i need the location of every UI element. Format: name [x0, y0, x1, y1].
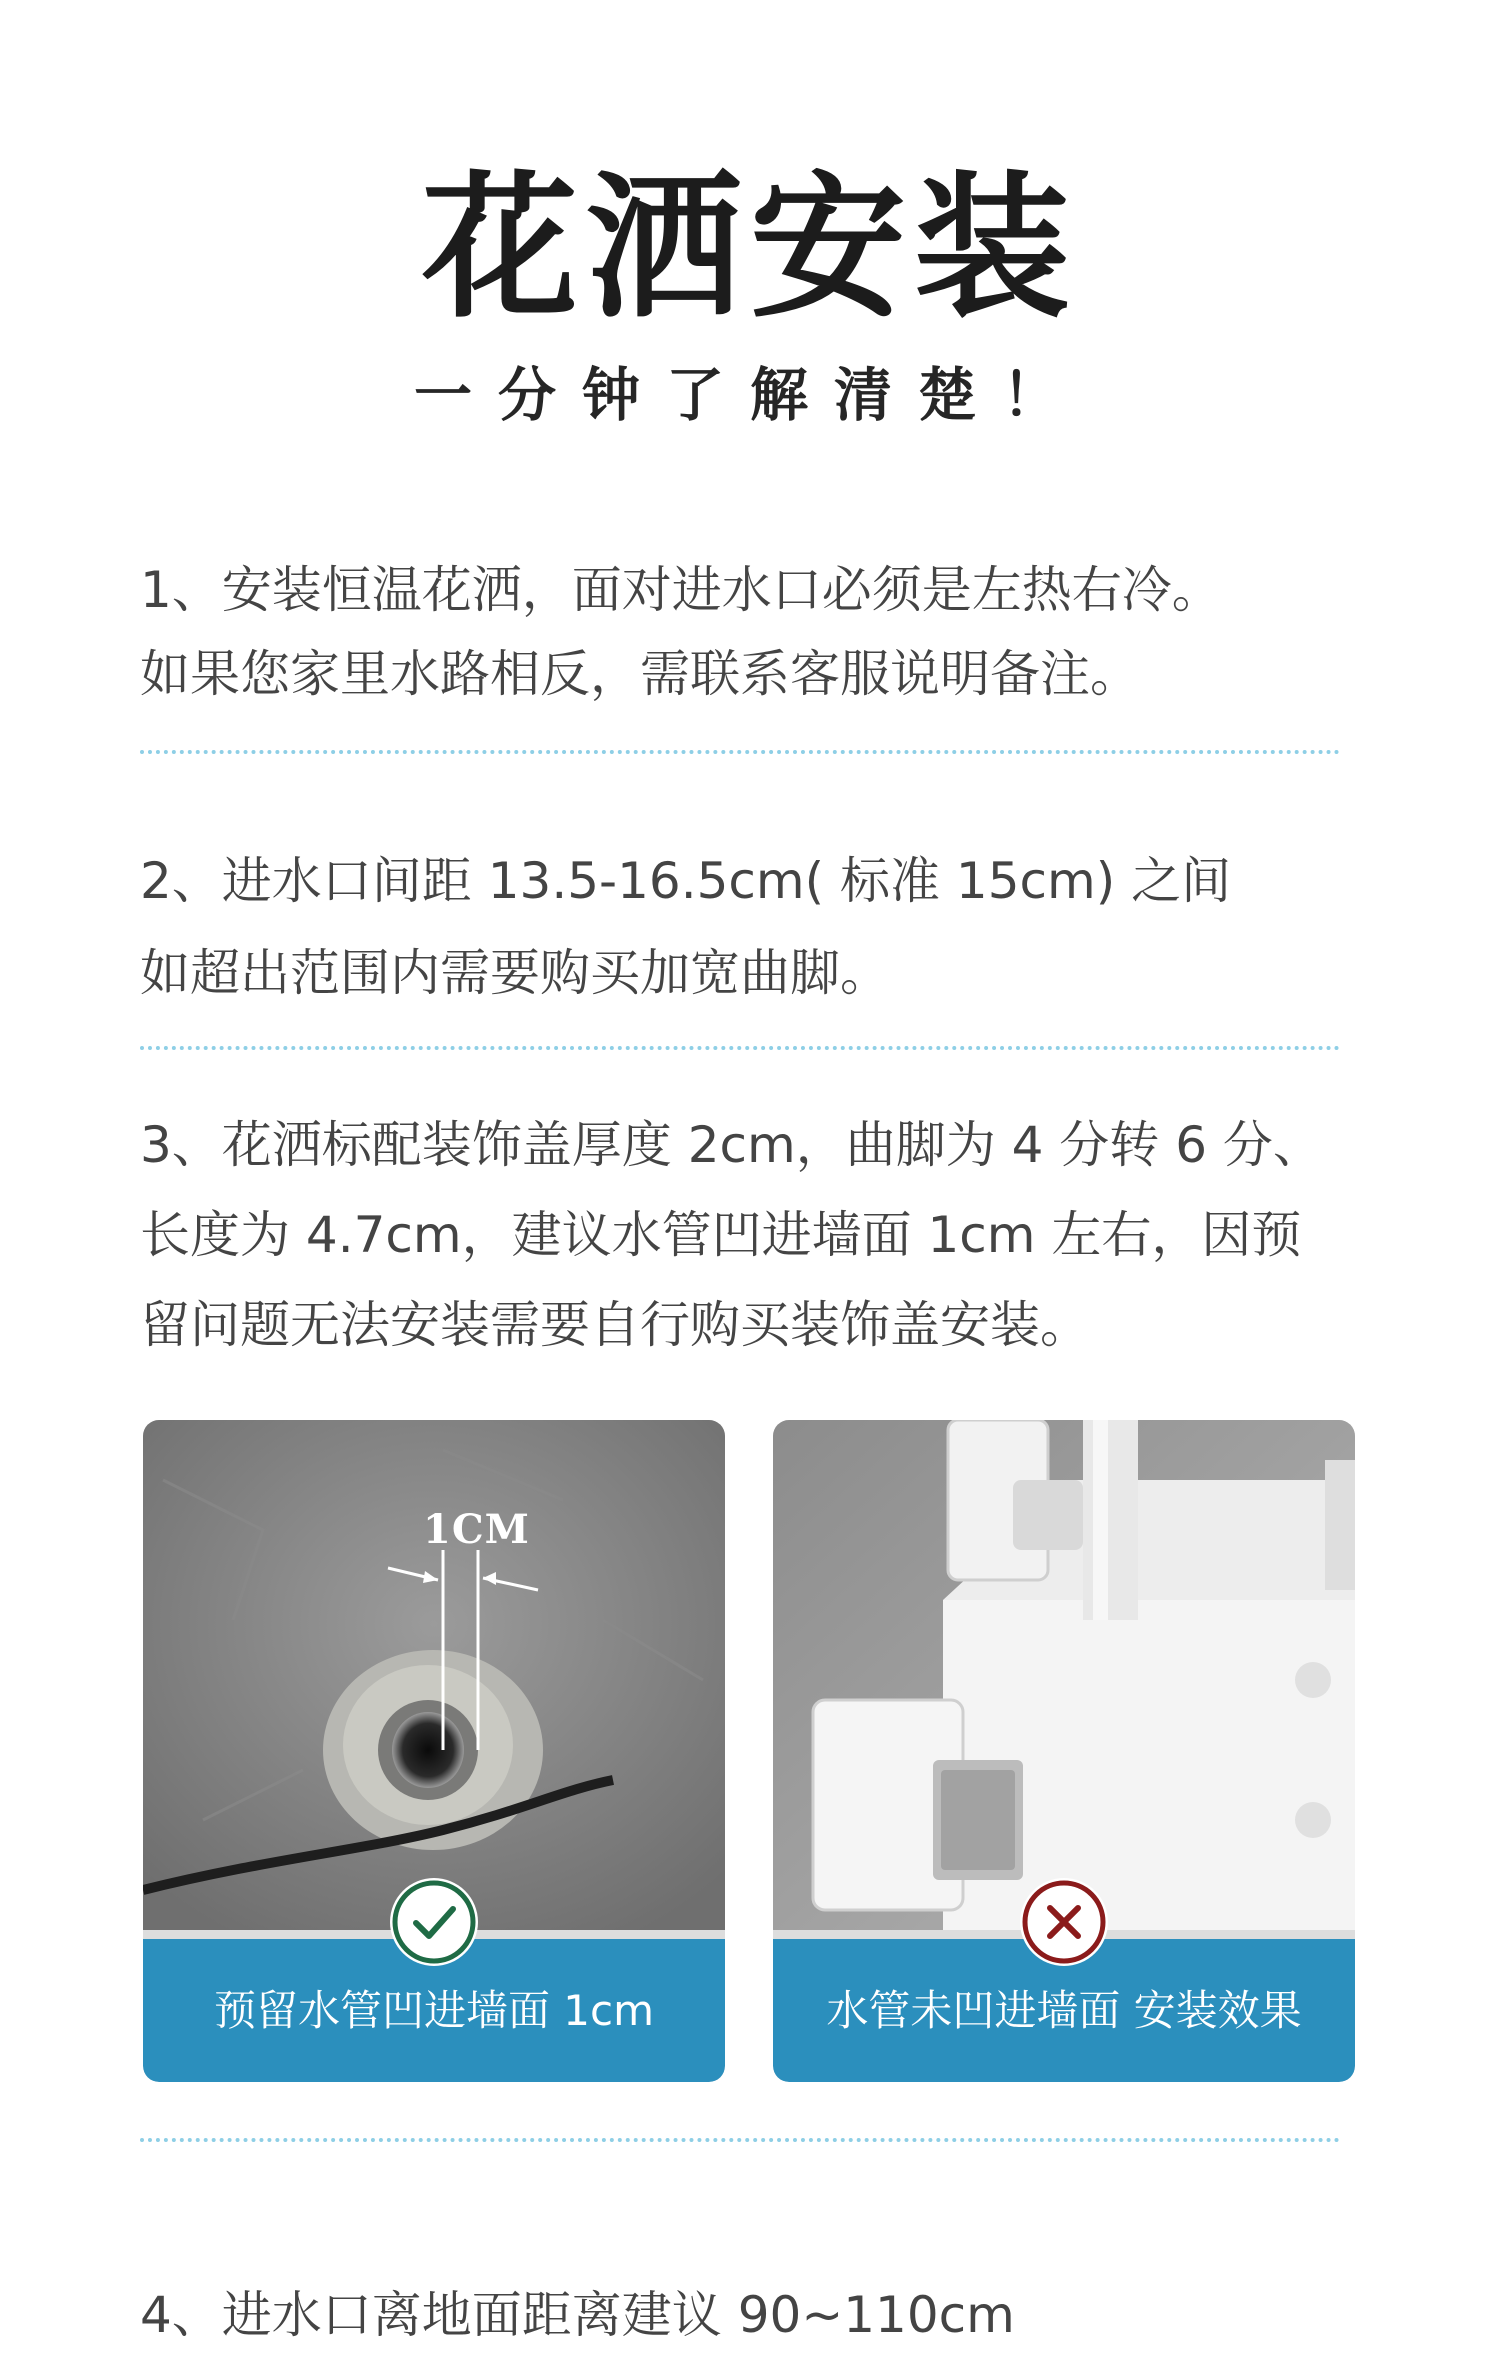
- check-icon: [390, 1878, 478, 1966]
- step-3-line-1: 3、花洒标配装饰盖厚度 2cm，曲脚为 4 分转 6 分、: [140, 1116, 1323, 1174]
- divider: [140, 1046, 1340, 1050]
- step-3: [140, 1100, 1370, 1370]
- cross-icon: [1020, 1878, 1108, 1966]
- step-3-line-3: 留问题无法安装需要自行购买装饰盖安装。: [140, 1296, 1090, 1354]
- step-2-line-1: 2、进水口间距 13.5-16.5cm( 标准 15cm) 之间: [140, 852, 1232, 910]
- step-4: [140, 2275, 1370, 2355]
- incorrect-install-card: [773, 1420, 1355, 2082]
- step-2-line-2: 如超出范围内需要购买加宽曲脚。: [140, 944, 890, 1002]
- card-caption: 水管未凹进墙面 安装效果: [773, 1939, 1355, 2082]
- badge: [1020, 1878, 1108, 1966]
- step-1-line-1: 1、安装恒温花洒，面对进水口必须是左热右冷。: [140, 561, 1222, 619]
- badge: [390, 1878, 478, 1966]
- 1cm-label: 1CM: [423, 1506, 530, 1553]
- divider: [140, 750, 1340, 754]
- card-caption: 预留水管凹进墙面 1cm: [143, 1939, 725, 2082]
- divider: [140, 2138, 1340, 2142]
- step-3-line-2: 长度为 4.7cm，建议水管凹进墙面 1cm 左右，因预: [140, 1206, 1302, 1264]
- step-1: [140, 548, 1370, 716]
- page-title: 花洒安装: [422, 157, 1078, 339]
- step-1-line-2: 如果您家里水路相反，需联系客服说明备注。: [140, 645, 1140, 703]
- page-subtitle: 一分钟了解清楚！: [413, 361, 1086, 429]
- non-recessed-pipe-photo: [773, 1420, 1355, 1930]
- step-4-line-1: 4、进水口离地面距离建议 90~110cm: [140, 2286, 1015, 2344]
- recessed-pipe-photo: [143, 1420, 725, 1930]
- correct-install-card: [143, 1420, 725, 2082]
- step-2: [140, 835, 1370, 1019]
